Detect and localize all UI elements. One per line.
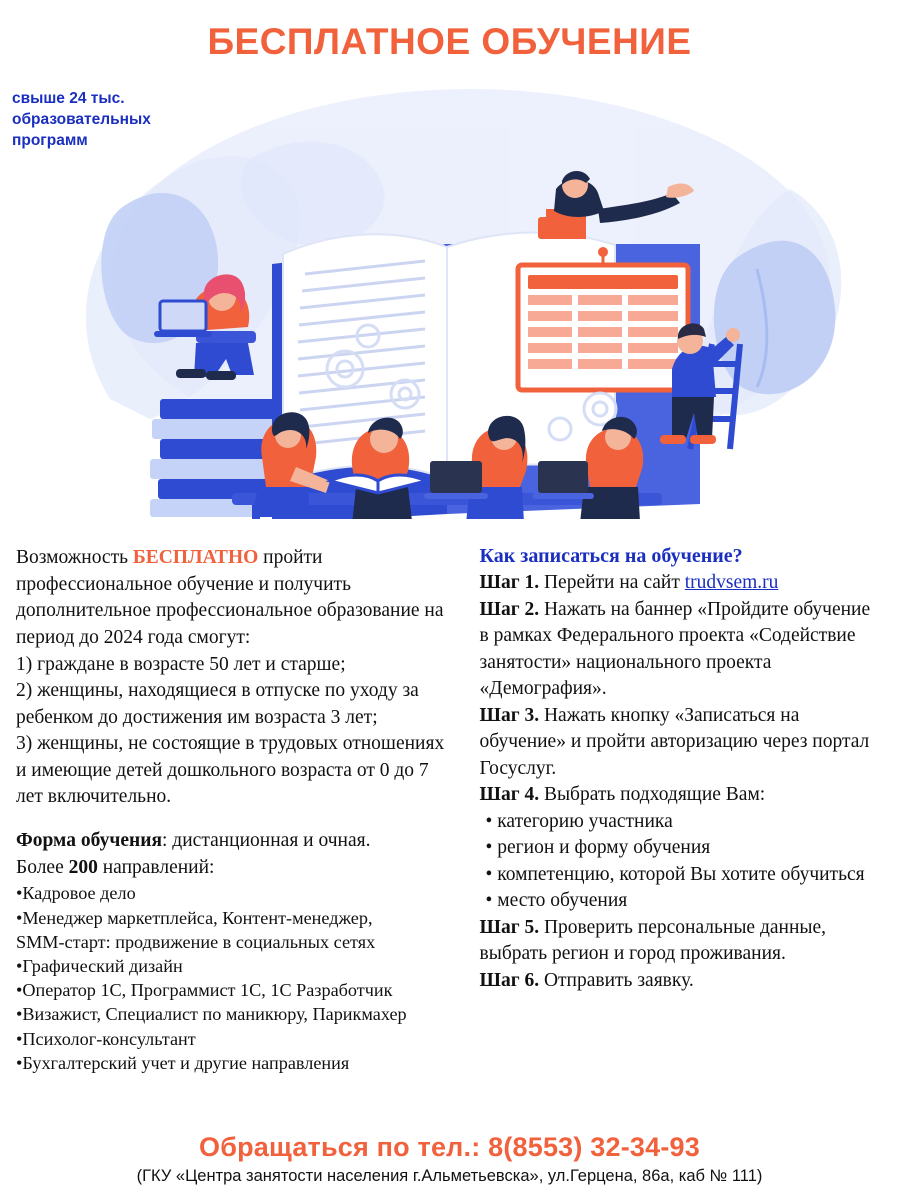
step-2-label: Шаг 2. [479, 598, 540, 620]
step-2 [480, 597, 883, 703]
step-5 [480, 915, 883, 968]
eligibility-item-2: 2) женщины, находящиеся в отпуске по уходу за ребенком до достижения им возраста 3 лет; [16, 680, 419, 728]
direction-item: •Кадровое дело [16, 883, 136, 904]
hero-illustration [0, 69, 899, 519]
study-form-value: : дистанционная и очная. [162, 829, 371, 851]
how-to-enroll-heading: Как записаться на обучение? [479, 545, 743, 567]
directions-count-line [16, 855, 458, 882]
direction-item: •Менеджер маркетплейса, Контент-менеджер, [16, 907, 373, 928]
footer [0, 1132, 899, 1186]
direction-item: •Оператор 1С, Программист 1С, 1С Разработчик [16, 980, 393, 1001]
trudvsem-link[interactable]: trudvsem.ru [684, 572, 779, 593]
step-4 [480, 782, 883, 809]
step-4-text: Выбрать подходящие Вам: [539, 784, 766, 806]
programs-count-badge: свыше 24 тыс. образовательных программ [12, 89, 151, 149]
study-form-line [16, 828, 458, 855]
direction-item: •Психолог-консультант [16, 1028, 196, 1049]
step-3-label: Шаг 3. [479, 704, 540, 726]
eligibility-item-3: 3) женщины, не состоящие в трудовых отношениях и имеющие детей дошкольного возраста от 0 до 7 лет включительно. [16, 733, 445, 808]
directions-count: 200 [68, 856, 98, 878]
step-4-bullet: • компетенцию, которой Вы хотите обучиться [485, 863, 865, 885]
content-columns [0, 545, 899, 1075]
step-6 [480, 968, 883, 995]
contact-address: (ГКУ «Центра занятости населения г.Альметьевска», ул.Герцена, 86а, каб № 111) [136, 1167, 763, 1185]
left-column [16, 545, 458, 1075]
step-4-bullet: • категорию участника [485, 810, 673, 832]
step-4-bullet: • место обучения [485, 890, 628, 912]
step-4-bullet: • регион и форму обучения [485, 837, 711, 859]
step-3-text: Нажать кнопку «Записаться на обучение» и пройти авторизацию через портал Госуслуг. [479, 704, 870, 779]
intro-text-1: Возможность [16, 547, 133, 568]
step-3 [480, 703, 883, 783]
step-5-text: Проверить персональные данные, выбрать регион и город проживания. [479, 916, 827, 965]
contact-phone[interactable]: Обращаться по тел.: 8(8553) 32-34-93 [199, 1132, 700, 1162]
step-1-label: Шаг 1. [479, 572, 540, 593]
direction-item: •Бухгалтерский учет и другие направления [16, 1052, 350, 1073]
step-2-text: Нажать на баннер «Пройдите обучение в рамках Федерального проекта «Содействие занятости» национального проекта «Демография». [479, 598, 871, 700]
intro-text-2: пройти профессиональное обучение и получить дополнительное профессиональное образование на период до 2024 года смогут: [16, 547, 444, 649]
direction-item: •Графический дизайн [16, 955, 183, 976]
step-6-text: Отправить заявку. [539, 969, 694, 991]
intro-free-word: БЕСПЛАТНО [132, 547, 259, 568]
step-1-text: Перейти на сайт [539, 572, 685, 593]
step-6-label: Шаг 6. [479, 969, 540, 991]
step-1 [480, 570, 883, 597]
eligibility-item-1: 1) граждане в возрасте 50 лет и старше; [16, 653, 346, 675]
direction-item: SMM-старт: продвижение в социальных сетях [16, 931, 376, 952]
study-form-label: Форма обучения [16, 829, 163, 851]
more-suffix: направлений: [97, 856, 215, 878]
step-5-label: Шаг 5. [479, 916, 540, 938]
more-prefix: Более [16, 856, 69, 878]
intro-paragraph [16, 545, 458, 652]
page-title: БЕСПЛАТНОЕ ОБУЧЕНИЕ [207, 21, 692, 62]
direction-item: •Визажист, Специалист по маникюру, Парикмахер [16, 1004, 407, 1025]
step-4-label: Шаг 4. [479, 784, 540, 806]
right-column [480, 545, 883, 1075]
